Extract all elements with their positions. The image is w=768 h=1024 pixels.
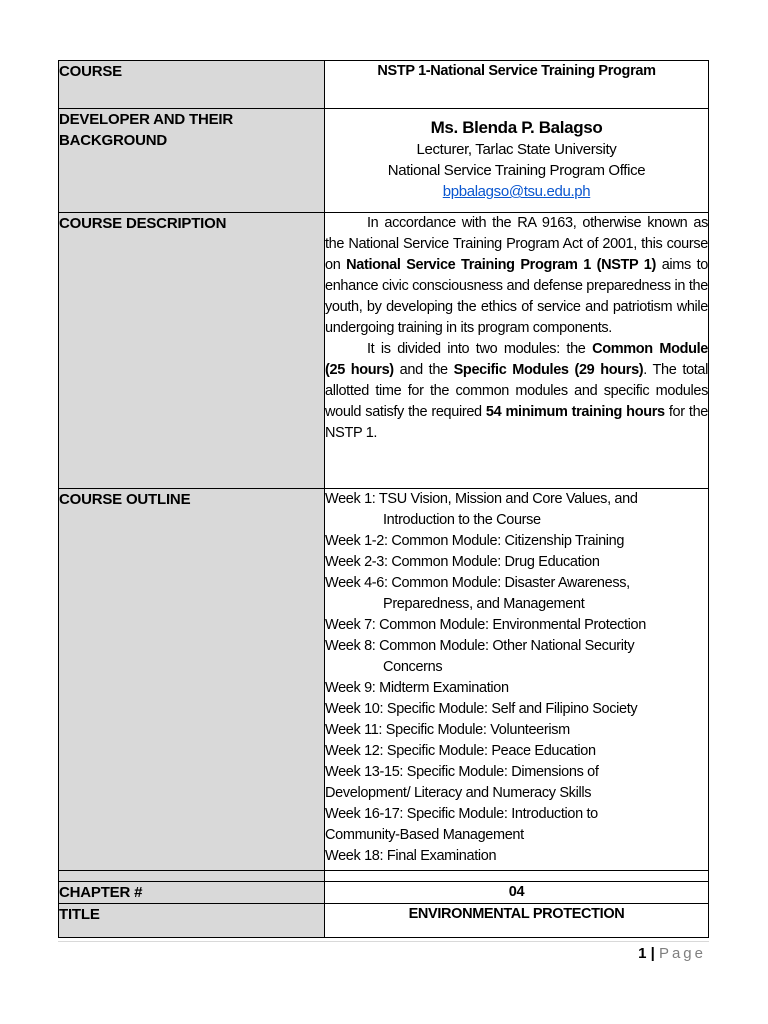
outline-label: COURSE OUTLINE	[59, 489, 325, 871]
chapter-number: 04	[325, 882, 709, 904]
developer-name: Ms. Blenda P. Balagso	[430, 118, 603, 137]
chapter-title: ENVIRONMENTAL PROTECTION	[325, 904, 709, 938]
spacer-label-cell	[59, 871, 325, 882]
chapter-row	[59, 882, 709, 904]
description-label: COURSE DESCRIPTION	[59, 213, 325, 489]
description-text: In accordance with the RA 9163, otherwise known as the National Service Training Program Act of 2001, this course on	[325, 215, 708, 273]
outline-item: Week 8: Common Module: Other National Security	[325, 638, 635, 654]
description-bold: 54 minimum training hours	[485, 404, 665, 420]
outline-item: Week 18: Final Examination	[325, 848, 497, 864]
outline-item: Week 11: Specific Module: Volunteerism	[325, 722, 570, 738]
page-number: 1	[638, 945, 647, 962]
developer-row	[59, 109, 709, 213]
outline-item-continued: Concerns	[383, 659, 443, 675]
description-text: aims to enhance civic consciousness and defense preparedness in the youth, by developing the ethics of service and patriotism while undergoing training in its program components.	[325, 257, 708, 336]
course-row	[59, 61, 709, 109]
developer-cell	[325, 109, 709, 213]
page-footer	[638, 944, 706, 964]
outline-item: Week 13-15: Specific Module: Dimensions of	[325, 764, 599, 780]
description-text: for the NSTP 1.	[325, 404, 709, 441]
developer-position: Lecturer, Tarlac State University	[416, 141, 617, 158]
outline-item: Week 1: TSU Vision, Mission and Core Values, and	[325, 491, 638, 507]
course-label: COURSE	[59, 61, 325, 109]
outline-item-continued: Introduction to the Course	[383, 512, 541, 528]
developer-office: National Service Training Program Office	[387, 162, 646, 179]
outline-item: Week 1-2: Common Module: Citizenship Training	[325, 533, 625, 549]
description-cell	[325, 213, 709, 489]
outline-item-continued: Community-Based Management	[325, 827, 524, 843]
title-row	[59, 904, 709, 938]
outline-item: Week 16-17: Specific Module: Introduction to	[325, 806, 598, 822]
outline-item: Week 4-6: Common Module: Disaster Awareness,	[325, 575, 630, 591]
outline-item: Week 9: Midterm Examination	[325, 680, 509, 696]
outline-item: Week 12: Specific Module: Peace Education	[325, 743, 596, 759]
description-bold: National Service Training Program 1 (NSTP 1)	[346, 257, 656, 273]
outline-cell	[325, 489, 709, 871]
developer-label: DEVELOPER AND THEIR BACKGROUND	[59, 109, 325, 213]
description-text: It is divided into two modules: the	[367, 341, 593, 357]
outline-item-continued: Development/ Literacy and Numeracy Skills	[325, 785, 592, 801]
spacer-value-cell	[325, 871, 709, 882]
outline-item: Week 2-3: Common Module: Drug Education	[325, 554, 600, 570]
description-text: . The total allotted time for the common modules and specific modules would satisfy the required	[325, 362, 708, 420]
description-bold: Specific Modules (29 hours)	[453, 362, 644, 378]
outline-item-continued: Preparedness, and Management	[383, 596, 585, 612]
description-paragraph-2	[325, 339, 708, 444]
spacer-row	[59, 871, 709, 882]
outline-item: Week 10: Specific Module: Self and Filipino Society	[325, 701, 638, 717]
outline-item: Week 7: Common Module: Environmental Protection	[325, 617, 646, 633]
page-word: Page	[658, 945, 706, 962]
course-value: NSTP 1-National Service Training Program	[325, 61, 709, 109]
description-text: and the	[393, 362, 454, 378]
description-bold: Common Module (25 hours)	[325, 341, 708, 378]
description-row	[59, 213, 709, 489]
course-info-table	[58, 60, 709, 938]
description-paragraph-1	[325, 213, 708, 339]
outline-row	[59, 489, 709, 871]
chapter-label: CHAPTER #	[59, 882, 325, 904]
footer-separator: |	[650, 945, 655, 962]
developer-email-link[interactable]: bpbalagso@tsu.edu.ph	[442, 183, 591, 200]
footer-divider	[58, 941, 709, 942]
title-label: TITLE	[59, 904, 325, 938]
